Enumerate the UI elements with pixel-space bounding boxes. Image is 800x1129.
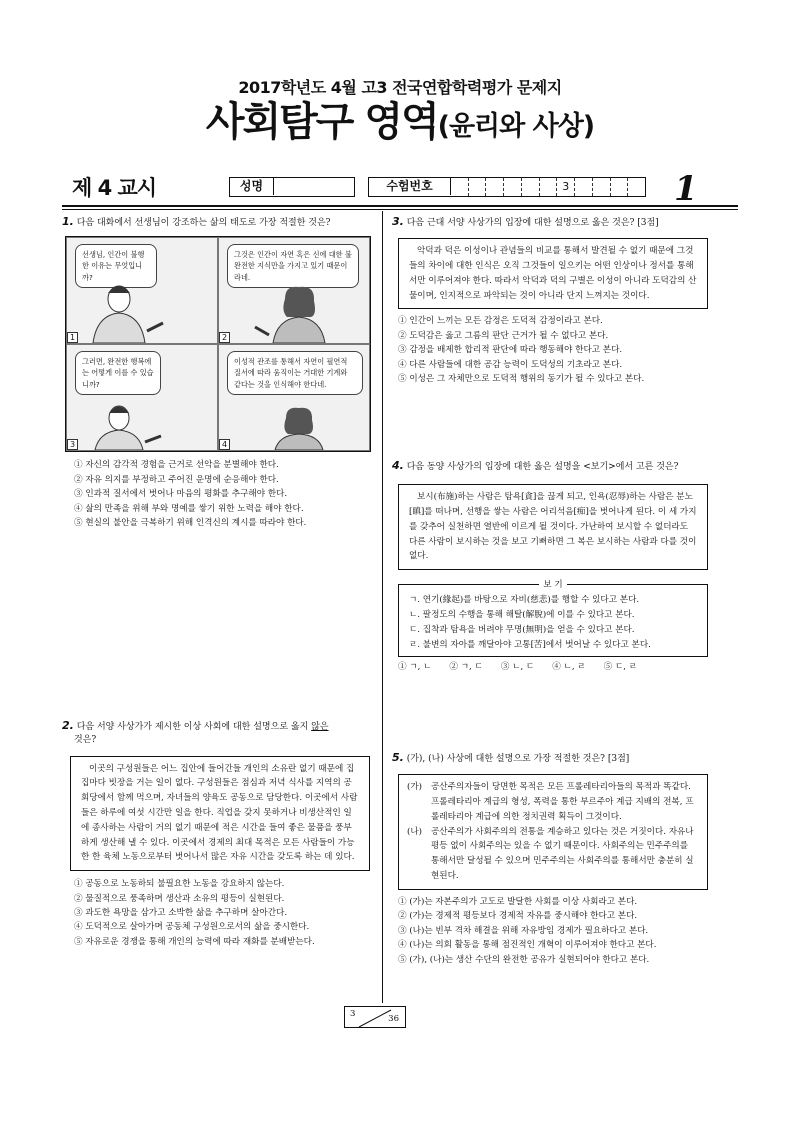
exam-number-label: 수험번호 [369, 178, 451, 195]
question-5 [392, 750, 730, 967]
page-footer [344, 1006, 406, 1028]
student-figure-icon [67, 273, 217, 343]
choice-option[interactable]: ② 도덕감은 옳고 그름의 판단 근거가 될 수 없다고 본다. [398, 330, 609, 341]
id-cell [628, 178, 645, 196]
q4-choices [392, 661, 730, 674]
q3-choices [392, 314, 730, 386]
panel-number: 3 [67, 439, 78, 450]
bogi-title [399, 578, 707, 593]
choice-option[interactable]: ⑤ ㄷ, ㄹ [603, 662, 638, 673]
choice-option[interactable]: ① (가)는 자본주의가 고도로 발달한 사회를 이상 사회라고 본다. [398, 896, 638, 907]
choice-option[interactable]: ① 자신의 감각적 경험을 근거로 선악을 분별해야 한다. [74, 460, 279, 471]
q5-na-label: (나) [407, 826, 423, 837]
q3-number: 3. [392, 215, 404, 228]
choice-option[interactable]: ④ 도덕적으로 살아가며 공동체 구성원으로서의 삶을 중시한다. [74, 922, 310, 933]
id-cell [469, 178, 487, 196]
choice-option[interactable]: ④ ㄴ, ㄹ [552, 662, 586, 673]
choice-option[interactable]: ④ (나)는 의회 활동을 통해 점진적인 개혁이 이루어져야 한다고 본다. [398, 940, 657, 951]
q1-number: 1. [62, 215, 74, 228]
choice-option[interactable]: ⑤ (가), (나)는 생산 수단의 완전한 공유가 실현되어야 한다고 본다. [398, 954, 650, 965]
q2-choices [62, 877, 374, 949]
header-rule [62, 205, 738, 207]
bogi-item: ㄴ. 팔정도의 수행을 통해 해탈(解脫)에 이를 수 있다고 본다. [409, 610, 635, 620]
page-number: 1 [674, 169, 698, 209]
q5-choices [392, 895, 730, 967]
page-title [0, 100, 800, 144]
period-label: 제 4 교시 [72, 176, 157, 200]
q5-stem [392, 750, 730, 766]
cartoon-panel-1 [66, 237, 218, 344]
cartoon-panel-3 [66, 344, 218, 451]
choice-option[interactable]: ⑤ 이성은 그 자체만으로 도덕적 행위의 동기가 될 수 있다고 본다. [398, 374, 645, 385]
teacher-figure-icon [219, 281, 369, 343]
q5-ga [407, 780, 699, 824]
footer-page: 3 [350, 1009, 356, 1019]
id-cell-digit: 3 [557, 178, 575, 196]
cartoon-panel-2 [218, 237, 370, 344]
speech-bubble: 이성적 관조를 통해서 자연이 필연적 질서에 따라 움직이는 거대한 기계와 같다는 것을 인식해야 한다네. [227, 351, 363, 394]
choice-option[interactable]: ① 공동으로 노동하되 불필요한 노동을 강요하지 않는다. [74, 879, 285, 890]
id-cell [504, 178, 522, 196]
choice-option[interactable]: ③ 인과적 질서에서 벗어나 마음의 평화를 추구해야 한다. [74, 489, 288, 500]
title-sub: (윤리와 사상) [437, 111, 595, 142]
q4-bogi-box [398, 580, 708, 657]
name-field[interactable] [229, 177, 355, 197]
id-cell [575, 178, 593, 196]
q2-stem [62, 718, 374, 748]
teacher-figure-icon [219, 404, 369, 450]
q5-number: 5. [392, 751, 404, 764]
speech-bubble: 그러면, 완전한 행복에는 어떻게 이를 수 있습니까? [75, 351, 161, 394]
column-divider [382, 211, 383, 1003]
choice-option[interactable]: ② (가)는 경제적 평등보다 경제적 자유를 중시해야 한다고 본다. [398, 911, 638, 922]
cartoon-panel-4 [218, 344, 370, 451]
question-2 [62, 718, 374, 949]
id-cell [611, 178, 629, 196]
choice-option[interactable]: ② ㄱ, ㄷ [449, 662, 483, 673]
id-cell [593, 178, 611, 196]
choice-option[interactable]: ⑤ 현실의 불안을 극복하기 위해 인격신의 계시를 따라야 한다. [74, 518, 307, 529]
choice-option[interactable]: ④ 삶의 만족을 위해 부와 명예를 쌓기 위한 노력을 해야 한다. [74, 503, 304, 514]
choice-option[interactable]: ① 인간이 느끼는 모든 감정은 도덕적 감정이라고 본다. [398, 316, 603, 327]
bogi-item: ㄷ. 집착과 탐욕을 버려야 무명(無明)을 얻을 수 있다고 본다. [409, 624, 635, 635]
q5-stem-text: (가), (나) 사상에 대한 설명으로 가장 적절한 것은? [3점] [406, 754, 630, 764]
choice-option[interactable]: ① ㄱ, ㄴ [398, 662, 432, 673]
name-label: 성명 [230, 178, 274, 195]
q4-passage: 보시(布施)하는 사람은 탐욕[貪]을 끊게 되고, 인욕(忍辱)하는 사람은 분노[瞋]를 떠나며, 선행을 쌓는 사람은 어리석음[痴]을 벗어나게 된다. 이 세 가지를 갖추어 실천하면 열반에 이르게 될 것이다. 가난하여 보시할 수 없더라도 다른 사람이 보시하는 것을 보고 기뻐하면 그 복은 보시하는 사람과 다를 것이 없다. [398, 484, 708, 570]
exam-number-field[interactable] [368, 177, 646, 197]
header-rule-thin [62, 209, 738, 210]
student-figure-icon [67, 398, 217, 450]
choice-option[interactable]: ④ 다른 사람들에 대한 공감 능력이 도덕성의 기초라고 본다. [398, 359, 623, 370]
bogi-item: ㄹ. 불변의 자아를 깨달아야 고통[苦]에서 벗어날 수 있다고 본다. [409, 639, 651, 650]
q4-number: 4. [392, 459, 404, 472]
choice-option[interactable]: ⑤ 자유로운 경쟁을 통해 개인의 능력에 따라 재화를 분배받는다. [74, 936, 315, 947]
panel-number: 1 [67, 332, 78, 343]
choice-option[interactable]: ③ 과도한 욕망을 삼가고 소박한 삶을 추구하며 살아간다. [74, 907, 288, 918]
id-cell [486, 178, 504, 196]
q3-stem-text: 다음 근대 서양 사상가의 입장에 대한 설명으로 옳은 것은? [3점] [406, 218, 659, 228]
q4-stem-text: 다음 동양 사상가의 입장에 대한 옳은 설명을 <보기>에서 고른 것은? [406, 462, 679, 472]
q4-stem [392, 458, 730, 474]
choice-option[interactable]: ③ ㄴ, ㄷ [500, 662, 535, 673]
question-4 [392, 458, 730, 674]
id-cell [540, 178, 558, 196]
q1-choices [62, 458, 374, 530]
choice-option[interactable]: ② 물질적으로 풍족하며 생산과 소유의 평등이 실현된다. [74, 893, 285, 904]
q5-na [407, 825, 699, 884]
q5-passage-box [398, 774, 708, 889]
q2-number: 2. [62, 719, 74, 732]
speech-bubble: 선생님, 인간이 불행한 이유는 무엇입니까? [75, 244, 157, 287]
q3-stem [392, 214, 730, 230]
question-1 [62, 214, 374, 531]
q2-stem-text-end: 것은? [74, 735, 97, 746]
choice-option[interactable]: ② 자유 의지를 부정하고 주어진 운명에 순응해야 한다. [74, 474, 279, 485]
q1-stem [62, 214, 374, 230]
id-cell [522, 178, 540, 196]
footer-total: 36 [388, 1014, 399, 1025]
choice-option[interactable]: ③ 감정을 배제한 합리적 판단에 따라 행동해야 한다고 본다. [398, 345, 623, 356]
q1-cartoon [65, 236, 371, 452]
id-cell [451, 178, 469, 196]
q1-stem-text: 다음 대화에서 선생님이 강조하는 삶의 태도로 가장 적절한 것은? [76, 218, 331, 228]
q2-stem-underlined: 않은 [311, 722, 329, 732]
bogi-item: ㄱ. 연기(緣起)를 바탕으로 자비(慈悲)를 행할 수 있다고 본다. [409, 595, 640, 606]
q3-passage: 악덕과 덕은 이성이나 관념들의 비교를 통해서 발견될 수 없기 때문에 그것들의 차이에 대한 인식은 오직 그것들이 일으키는 어떤 인상이나 정서를 통해서만 이루어져야 한다. 따라서 악덕과 덕의 구별은 이성이 아니라 도덕감의 산물이며, 인지적으로 파악되는 것이 아니라 단지 느껴지는 것이다. [398, 238, 708, 309]
question-3 [392, 214, 730, 387]
panel-number: 2 [219, 332, 230, 343]
q5-ga-label: (가) [407, 782, 423, 793]
q2-stem-text: 다음 서양 사상가가 제시한 이상 사회에 대한 설명으로 옳지 [76, 722, 312, 732]
choice-option[interactable]: ③ (나)는 빈부 격차 해결을 위해 자유방임 경제가 필요하다고 본다. [398, 925, 649, 936]
speech-bubble: 그것은 인간이 자연 혹은 신에 대한 불완전한 지식만을 가지고 있기 때문이라네. [227, 244, 359, 287]
title-main: 사회탐구 영역 [205, 99, 438, 145]
q5-ga-text: 공산주의자들이 당면한 목적은 모든 프롤레타리아들의 목적과 똑같다. 프롤레타리아 계급의 형성, 폭력을 통한 부르주아 계급 지배의 전복, 프롤레타리아 계급에 의한 정치권력 획득이 그것이다. [431, 782, 694, 822]
q2-passage: 이곳의 구성원들은 어느 집안에 들어간들 개인의 소유란 없기 때문에 집집마다 빗장을 거는 일이 없다. 구성원들은 점심과 저녁 식사를 지역의 공회당에서 함께 먹으며, 자녀들의 양육도 공동으로 담당한다. 이곳에서 사람들은 하루에 여섯 시간만 일을 한다. 직업을 갖지 못하거나 비생산적인 일에 종사하는 사람이 거의 없기 때문에 적은 시간을 들여 좋은 물품을 풍부하게 생산해 낼 수 있다. 이곳에서 경제의 최대 목적은 모든 사람들이 가능한 한 육체 노동으로부터 벗어나서 많은 자유 시간을 갖도록 하는 데 있다. [70, 756, 370, 871]
q5-na-text: 공산주의가 사회주의의 전통을 계승하고 있다는 것은 거짓이다. 자유나 평등 없이 사회주의는 있을 수 없기 때문이다. 사회주의는 민주주의를 통해서만 달성될 수 있으며 민주주의는 사회주의를 통해서만 충분히 실현된다. [431, 826, 694, 881]
exam-subtitle: 2017학년도 4월 고3 전국연합학력평가 문제지 [238, 78, 562, 97]
panel-number: 4 [219, 439, 230, 450]
bogi-title-text: 보 기 [539, 580, 566, 590]
